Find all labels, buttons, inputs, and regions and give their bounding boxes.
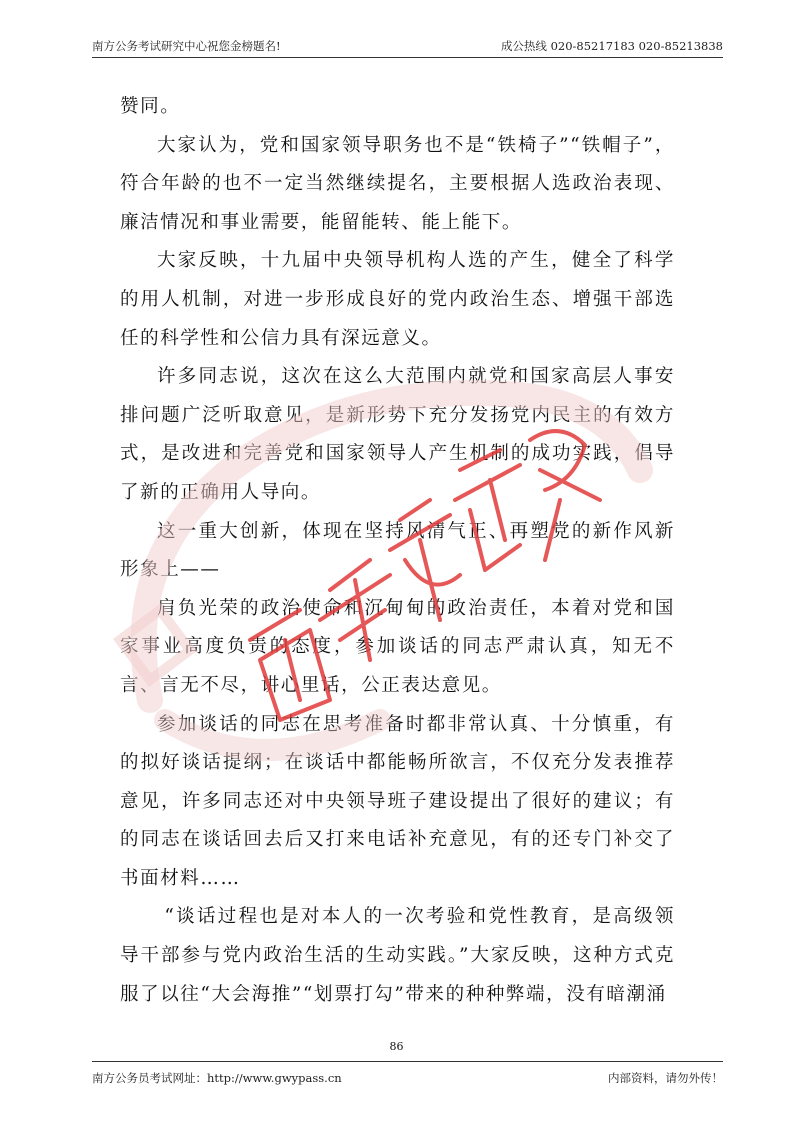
paragraph-7: 参加谈话的同志在思考准备时都非常认真、十分慎重，有的拟好谈话提纲；在谈话中都能畅所欲言，不仅充分发表推荐意见，许多同志还对中央领导班子建设提出了很好的建议；有的同志在谈话回去后又打来电话补充意见，有的还专门补交了书面材料…… bbox=[120, 713, 675, 889]
page-footer bbox=[92, 1070, 723, 1086]
paragraph-1: 赞同。 bbox=[120, 96, 181, 117]
page-number: 86 bbox=[389, 1040, 404, 1053]
header-slogan: 南方公务考试研究中心祝您金榜题名! bbox=[92, 39, 281, 53]
paragraph-3: 大家反映，十九届中央领导机构人选的产生，健全了科学的用人机制，对进一步形成良好的党内政治生态、增强干部选任的科学性和公信力具有深远意义。 bbox=[120, 250, 675, 349]
footer-divider bbox=[92, 1061, 723, 1062]
paragraph-6: 肩负光荣的政治使命和沉甸甸的政治责任，本着对党和国家事业高度负责的态度，参加谈话的同志严肃认真，知无不言、言无不尽，讲心里话，公正表达意见。 bbox=[120, 597, 675, 696]
header-divider bbox=[92, 57, 723, 58]
document-body bbox=[120, 88, 675, 1014]
header-hotline: 成公热线 020-85217183 020-85213838 bbox=[500, 39, 723, 53]
paragraph-5: 这一重大创新，体现在坚持风清气正、再塑党的新作风新形象上—— bbox=[120, 520, 675, 581]
paragraph-4: 许多同志说，这次在这么大范围内就党和国家高层人事安排问题广泛听取意见，是新形势下充分发扬党内民主的有效方式，是改进和完善党和国家领导人产生机制的成功实践，倡导了新的正确用人导向。 bbox=[120, 366, 675, 503]
page-header bbox=[92, 30, 723, 54]
paragraph-2: 大家认为，党和国家领导职务也不是“铁椅子”“铁帽子”，符合年龄的也不一定当然继续提名，主要根据人选政治表现、廉洁情况和事业需要，能留能转、能上能下。 bbox=[120, 134, 675, 233]
footer-notice: 内部资料，请勿外传！ bbox=[608, 1071, 723, 1085]
paragraph-8: “谈话过程也是对本人的一次考验和党性教育，是高级领导干部参与党内政治生活的生动实践。”大家反映，这种方式克服了以往“大会海推”“划票打勾”带来的种种弊端，没有暗潮涌 bbox=[120, 906, 675, 1005]
footer-website: 南方公务员考试网址：http://www.gwypass.cn bbox=[92, 1071, 342, 1085]
